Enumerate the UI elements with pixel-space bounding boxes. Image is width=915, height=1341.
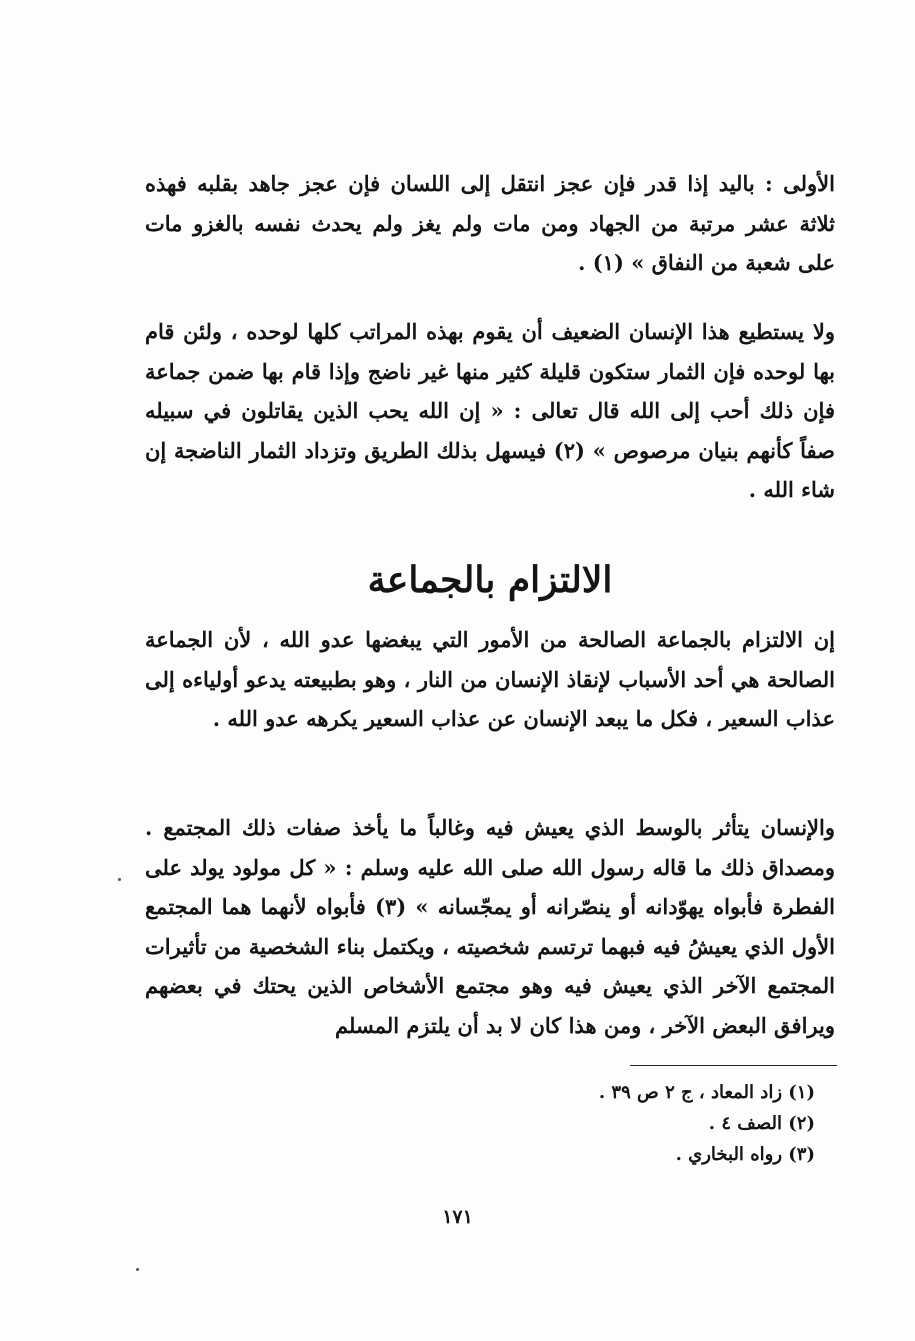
footnote-separator — [630, 1065, 837, 1066]
paragraph-text: الأولى : باليد إذا قدر فإن عجز انتقل إلى اللسان فإن عجز جاهد بقلبه فهذه ثلاثة عشر مرتبة من الجهاد ومن مات ولم يغز ولم يحدث نفسه بالغزو مات على شعبة من النفاق » (١) . — [145, 171, 835, 275]
page-number: ١٧١ — [442, 1206, 473, 1228]
footnote-2: (٢) الصف ٤ . — [708, 1113, 815, 1134]
paragraph-text: إن الالتزام بالجماعة الصالحة من الأمور التي يبغضها عدو الله ، لأن الجماعة الصالحة هي أحد الأسباب لإنقاذ الإنسان من النار ، وهو بطبيعته يدعو أولياءه إلى عذاب السعير ، فكل ما يبعد الإنسان عن عذاب السعير يكرهه عدو الله . — [145, 627, 835, 731]
scan-speck — [136, 1268, 139, 1271]
section-heading: الالتزام بالجماعة — [367, 559, 613, 601]
paragraph-3 — [145, 620, 835, 739]
paragraph-text: ولا يستطيع هذا الإنسان الضعيف أن يقوم بهذه المراتب كلها لوحده ، ولئن قام بها لوحده فإن الثمار ستكون قليلة كثير منها غير ناضج وإذا قام بها ضمن جماعة فإن ذلك أحب إلى الله قال تعالى : « إن الله يحب الذين يقاتلون في سبيله صفاً كأنهم بنيان مرصوص » (٢) فيسهل بذلك الطريق وتزداد الثمار الناضجة إن شاء الله . — [145, 319, 836, 502]
paragraph-4 — [145, 808, 835, 1045]
paragraph-text: والإنسان يتأثر بالوسط الذي يعيش فيه وغالباً ما يأخذ صفات ذلك المجتمع . ومصداق ذلك ما قاله رسول الله صلى الله عليه وسلم : « كل مولود يولد على الفطرة فأبواه يهوّدانه أو ينصّرانه أو يمجّسانه » (٣) فأبواه لأنهما هما المجتمع الأول الذي يعيشُ فيه فبهما ترتسم شخصيته ، ويكتمل بناء الشخصية من تأثيرات المجتمع الآخر الذي يعيش فيه وهو مجتمع الأشخاص الذين يحتك في بعضهم ويرافق البعض الآخر ، ومن هذا كان لا بد أن يلتزم المسلم — [145, 815, 835, 1038]
scan-speck — [118, 878, 121, 881]
footnote-1: (١) زاد المعاد ، ج ٢ ص ٣٩ . — [598, 1082, 815, 1103]
paragraph-1 — [145, 164, 835, 283]
paragraph-2 — [145, 312, 835, 510]
footnote-3: (٣) رواه البخاري . — [675, 1144, 815, 1165]
footnotes — [599, 1077, 815, 1170]
